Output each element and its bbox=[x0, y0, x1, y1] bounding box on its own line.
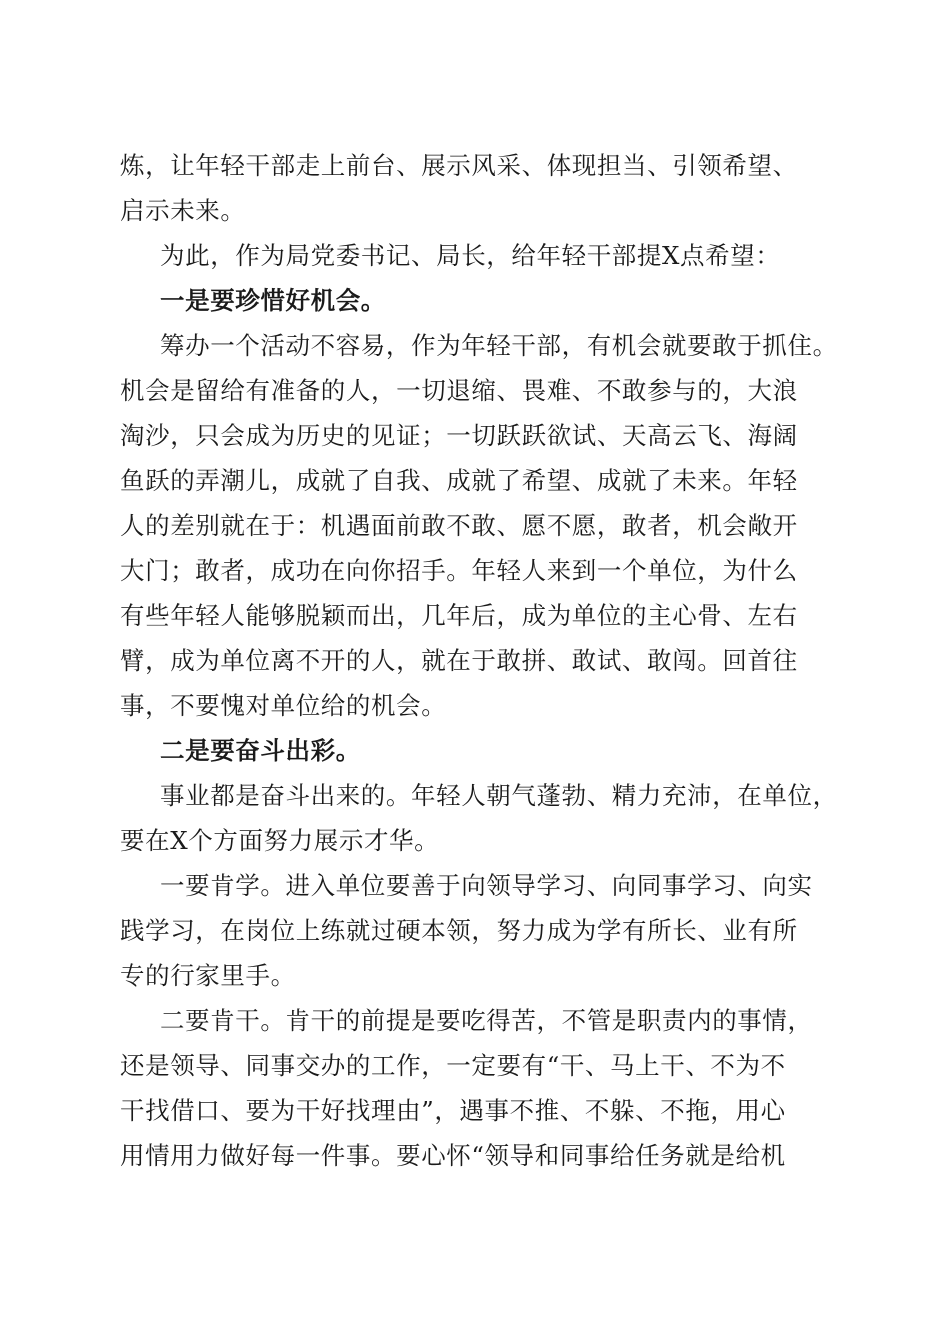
body-text-line: 大门；敢者，成功在向你招手。年轻人来到一个单位，为什么 bbox=[120, 556, 798, 585]
body-text-line: 鱼跃的弄潮儿，成就了自我、成就了希望、成就了未来。年轻 bbox=[120, 466, 798, 495]
body-text-line: 二要肯干。肯干的前提是要吃得苦，不管是职责内的事情， bbox=[160, 1006, 813, 1035]
body-text-line: 要在X个方面努力展示才华。 bbox=[120, 826, 440, 855]
body-text-line: 启示未来。 bbox=[120, 196, 246, 225]
body-text-line: 为此，作为局党委书记、局长，给年轻干部提X点希望： bbox=[160, 241, 781, 270]
section-heading: 二是要奋斗出彩。 bbox=[160, 736, 361, 765]
section-heading: 一是要珍惜好机会。 bbox=[160, 286, 386, 315]
body-text-line: 干找借口、要为干好找理由”，遇事不推、不躲、不拖，用心 bbox=[120, 1096, 786, 1125]
body-text-line: 事业都是奋斗出来的。年轻人朝气蓬勃、精力充沛，在单位， bbox=[160, 781, 838, 810]
body-text-line: 一要肯学。进入单位要善于向领导学习、向同事学习、向实 bbox=[160, 871, 813, 900]
body-text-line: 淘沙，只会成为历史的见证；一切跃跃欲试、天高云飞、海阔 bbox=[120, 421, 798, 450]
body-text-line: 还是领导、同事交办的工作，一定要有“干、马上干、不为不 bbox=[120, 1051, 786, 1080]
body-text-line: 专的行家里手。 bbox=[120, 961, 296, 990]
body-text-line: 有些年轻人能够脱颖而出，几年后，成为单位的主心骨、左右 bbox=[120, 601, 798, 630]
body-text-line: 机会是留给有准备的人，一切退缩、畏难、不敢参与的，大浪 bbox=[120, 376, 798, 405]
body-text-line: 臂，成为单位离不开的人，就在于敢拼、敢试、敢闯。回首往 bbox=[120, 646, 798, 675]
body-text-line: 用情用力做好每一件事。要心怀“领导和同事给任务就是给机 bbox=[120, 1141, 786, 1170]
body-text-line: 人的差别就在于：机遇面前敢不敢、愿不愿，敢者，机会敞开 bbox=[120, 511, 798, 540]
body-text-line: 炼，让年轻干部走上前台、展示风采、体现担当、引领希望、 bbox=[120, 151, 798, 180]
body-text-line: 践学习，在岗位上练就过硬本领，努力成为学有所长、业有所 bbox=[120, 916, 798, 945]
body-text-line: 筹办一个活动不容易，作为年轻干部，有机会就要敢于抓住。 bbox=[160, 331, 838, 360]
body-text-line: 事，不要愧对单位给的机会。 bbox=[120, 691, 447, 720]
